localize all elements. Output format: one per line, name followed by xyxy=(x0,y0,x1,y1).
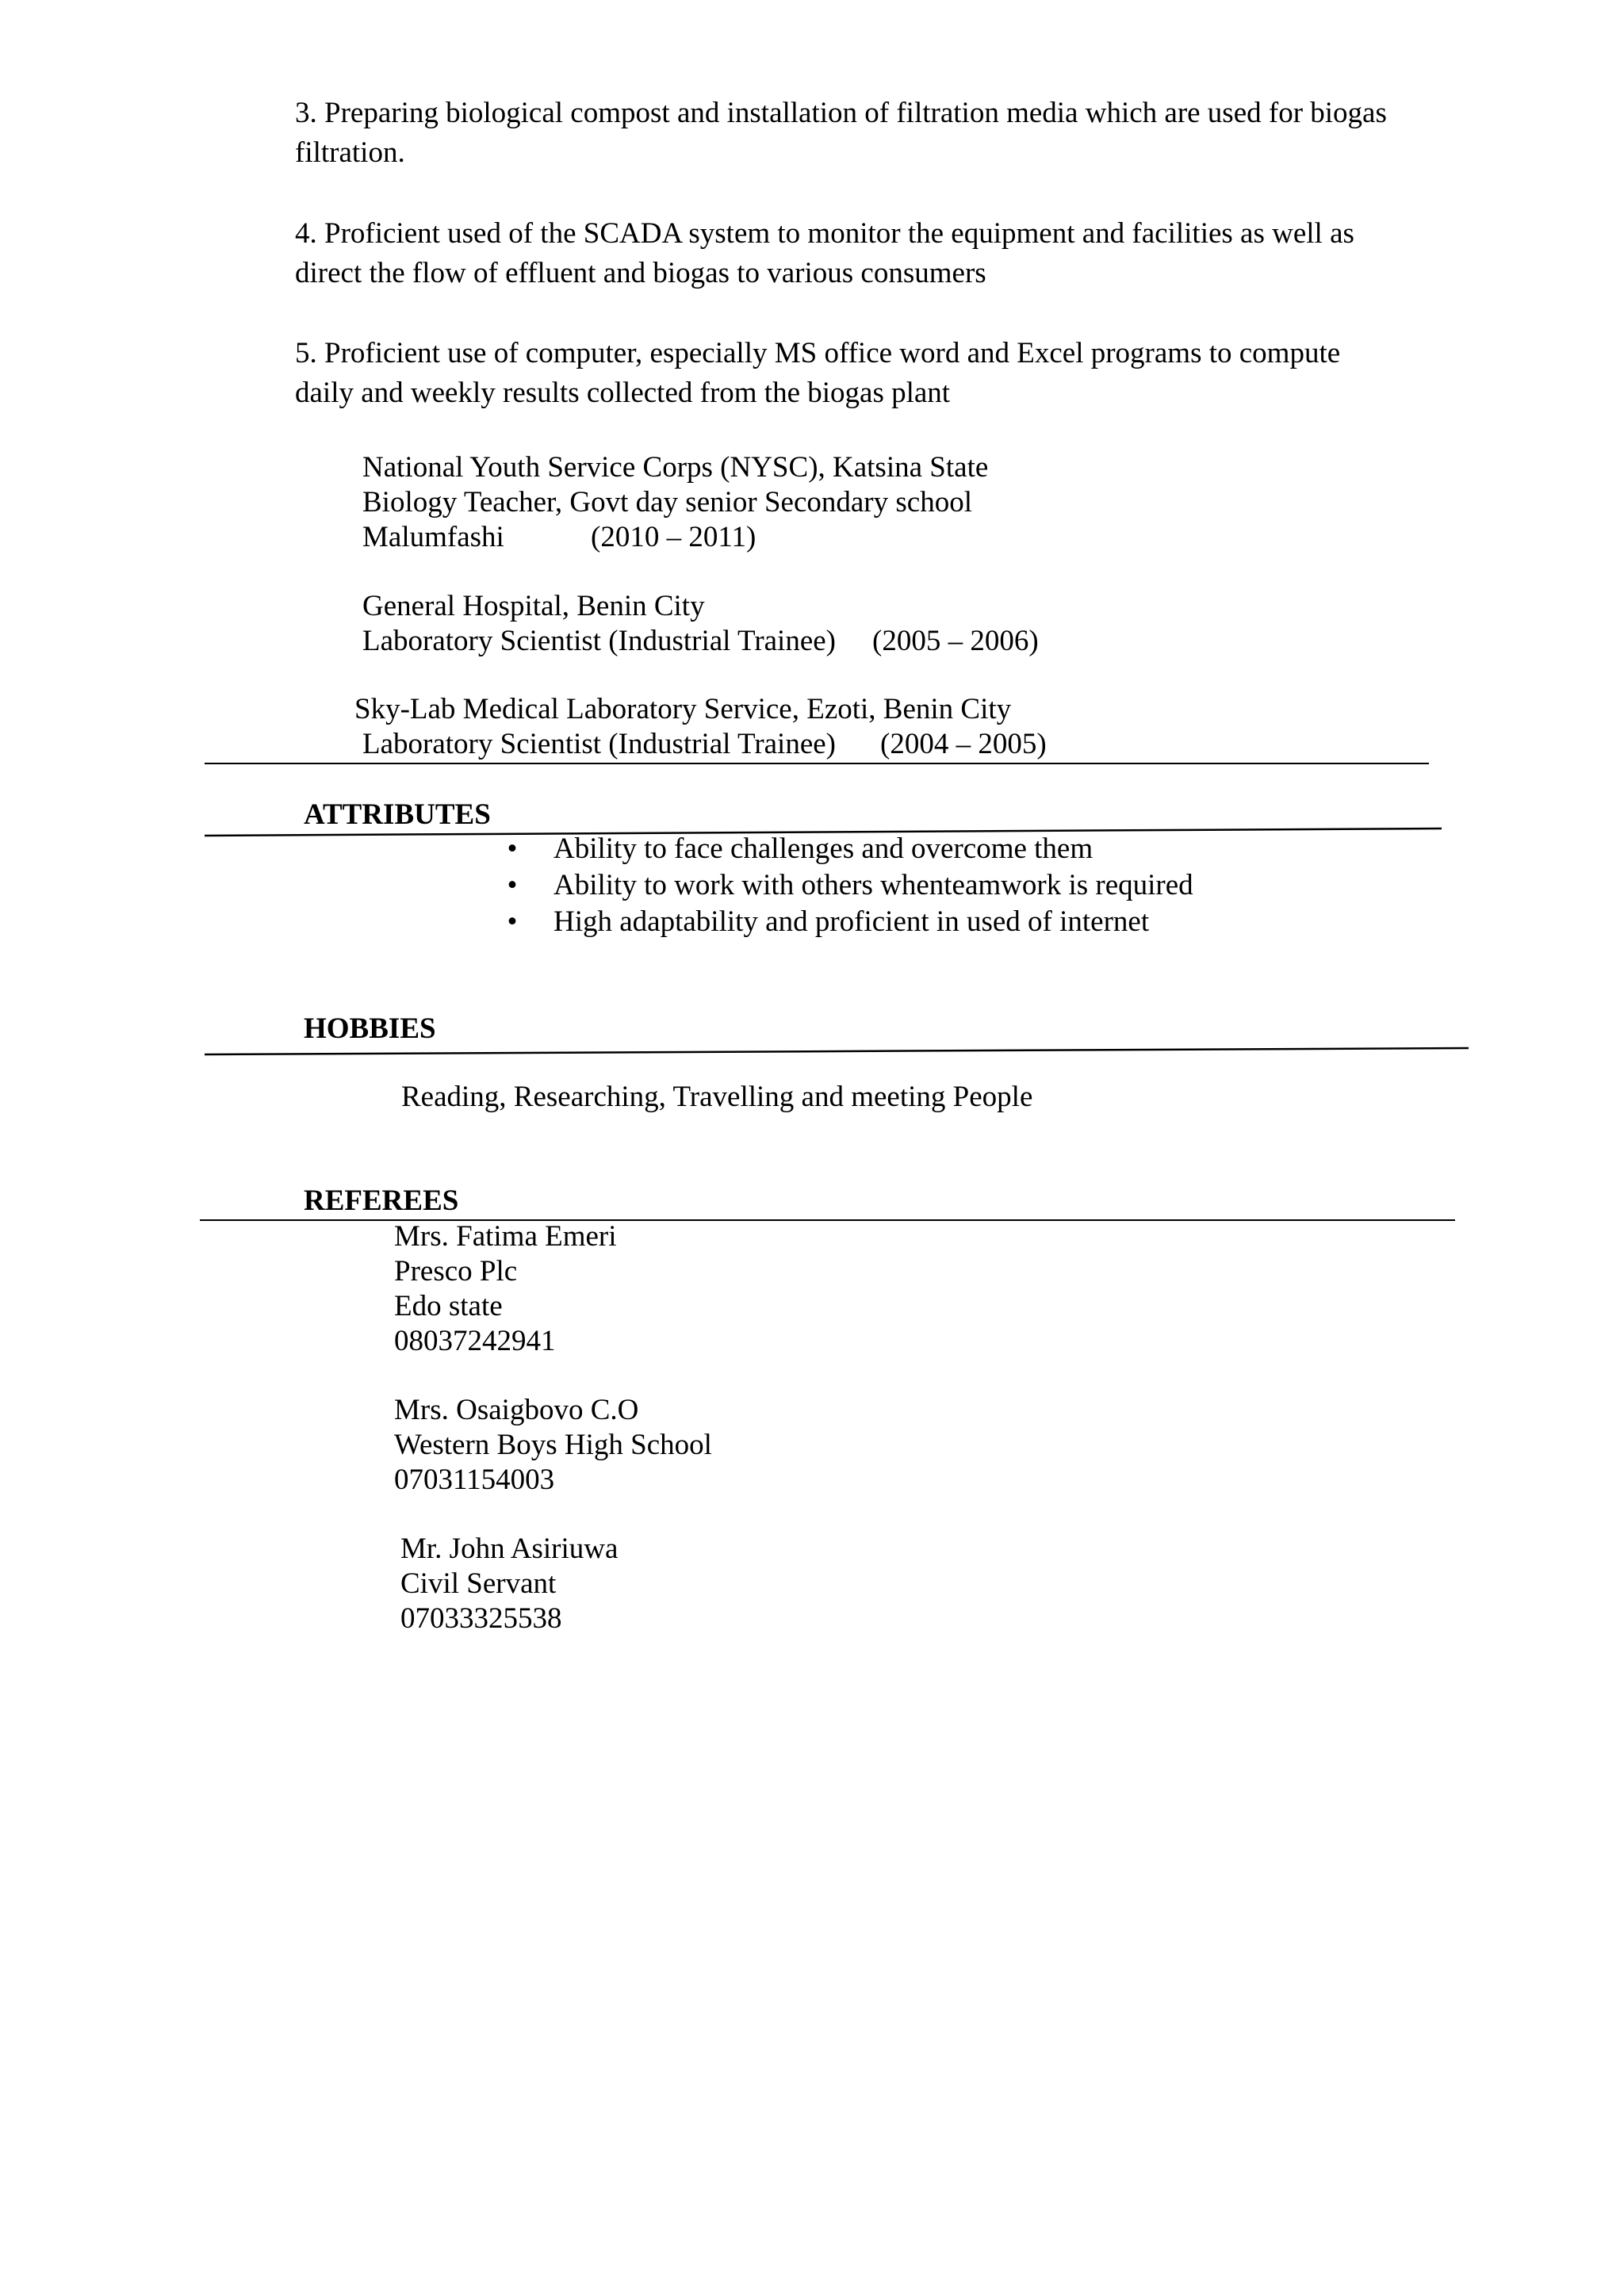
referee-2 xyxy=(394,1393,712,1498)
bullet-icon: • xyxy=(507,832,518,865)
experience-line: Biology Teacher, Govt day senior Secondary school xyxy=(362,486,972,519)
referee-org: Presco Plc xyxy=(394,1255,518,1288)
attribute-text: Ability to face challenges and overcome them xyxy=(553,832,1094,865)
list-item xyxy=(504,831,1193,867)
attributes-list xyxy=(504,831,1193,940)
duty-text-line: 3. Preparing biological compost and installation of filtration media which are used for biogas xyxy=(295,97,1387,129)
attribute-text: High adaptability and proficient in used of internet xyxy=(553,905,1150,938)
referee-3 xyxy=(400,1532,618,1636)
experience-period: (2010 – 2011) xyxy=(591,521,756,553)
list-item xyxy=(504,867,1193,904)
attributes-heading: ATTRIBUTES xyxy=(304,798,491,831)
referee-1 xyxy=(394,1219,617,1359)
duty-text-line: 5. Proficient use of computer, especially MS office word and Excel programs to compute xyxy=(295,337,1341,369)
referee-org: Civil Servant xyxy=(400,1567,557,1600)
list-item xyxy=(504,904,1193,940)
experience-role: Laboratory Scientist (Industrial Trainee) xyxy=(362,728,837,760)
referee-org: Western Boys High School xyxy=(394,1429,712,1461)
duty-text-line: direct the flow of effluent and biogas to various consumers xyxy=(295,257,986,289)
experience-period: (2004 – 2005) xyxy=(880,728,1047,760)
duty-text-line: filtration. xyxy=(295,136,405,169)
referee-location: Edo state xyxy=(394,1290,503,1322)
referee-name: Mrs. Fatima Emeri xyxy=(394,1220,617,1253)
experience-role: Laboratory Scientist (Industrial Trainee) xyxy=(362,625,837,657)
hobbies-text: Reading, Researching, Travelling and meeting People xyxy=(401,1081,1033,1113)
experience-org: Sky-Lab Medical Laboratory Service, Ezoti, Benin City xyxy=(354,693,1012,725)
referees-heading: REFEREES xyxy=(304,1184,459,1217)
bullet-icon: • xyxy=(507,869,518,901)
experience-location: Malumfashi xyxy=(362,521,504,553)
section-divider xyxy=(200,1219,1455,1221)
bullet-icon: • xyxy=(507,905,518,938)
referee-phone: 08037242941 xyxy=(394,1325,556,1357)
duty-text-line: daily and weekly results collected from the biogas plant xyxy=(295,377,951,409)
hobbies-heading: HOBBIES xyxy=(304,1012,436,1045)
referee-name: Mr. John Asiriuwa xyxy=(400,1533,619,1565)
referee-phone: 07031154003 xyxy=(394,1464,555,1496)
experience-org: General Hospital, Benin City xyxy=(362,590,705,622)
attribute-text: Ability to work with others whenteamwork is required xyxy=(553,869,1193,901)
referee-phone: 07033325538 xyxy=(400,1602,562,1635)
duty-text-line: 4. Proficient used of the SCADA system to monitor the equipment and facilities as well as xyxy=(295,217,1354,250)
referee-name: Mrs. Osaigbovo C.O xyxy=(394,1394,639,1426)
experience-period: (2005 – 2006) xyxy=(872,625,1039,657)
experience-line: National Youth Service Corps (NYSC), Katsina State xyxy=(362,451,989,484)
hobbies-underline xyxy=(205,1048,1469,1054)
